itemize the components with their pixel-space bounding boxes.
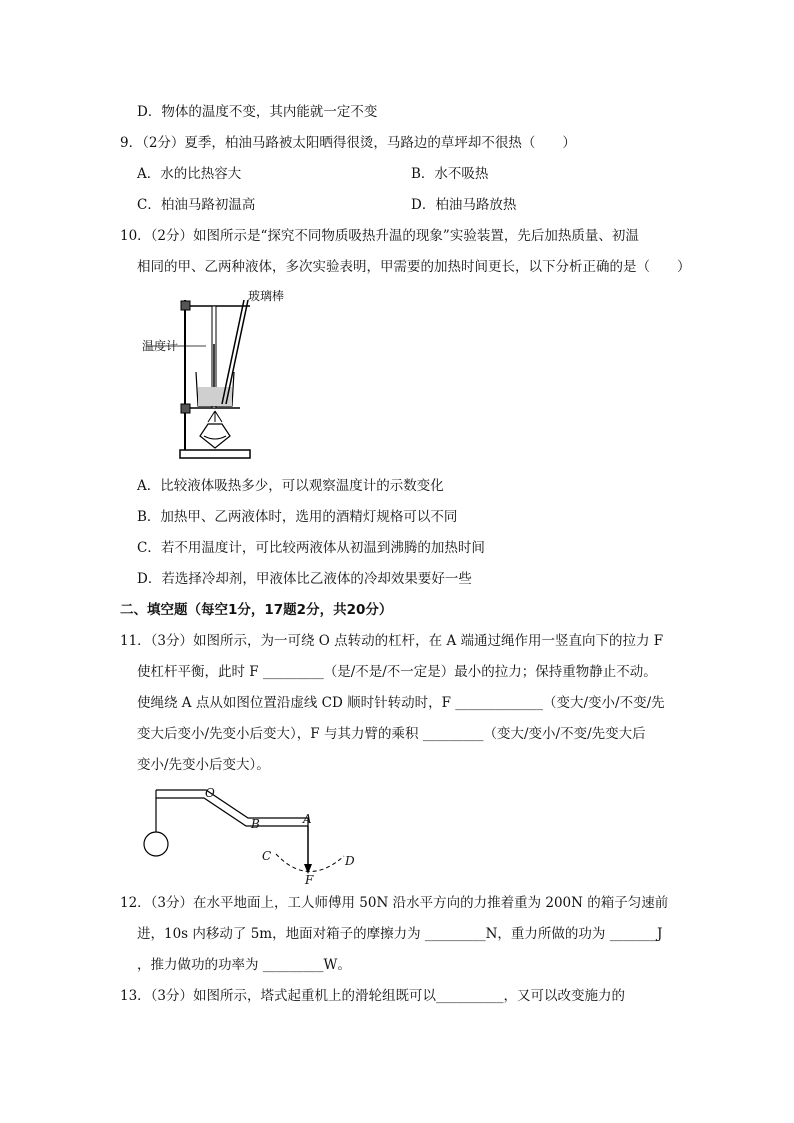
q11-line2: 使杠杆平衡，此时 F _________（是/不是/不一定是）最小的拉力；保持重物静止不动。: [137, 664, 657, 680]
label-c: C: [262, 849, 272, 863]
label-d: D: [345, 854, 355, 868]
label-thermometer: 温度计: [142, 339, 179, 353]
label-o: O: [205, 786, 215, 800]
q11-line5: 变小/先变小后变大）。: [137, 757, 270, 773]
heavy-object: [144, 832, 168, 856]
q9-option-c: C．柏油马路初温高: [137, 197, 256, 213]
q10-option-a: A．比较液体吸热多少，可以观察温度计的示数变化: [137, 478, 444, 494]
q10-apparatus-figure: [130, 284, 290, 466]
q11-line1: 11．（3分）如图所示，为一可绕 O 点转动的杠杆，在 A 端通过绳作用一竖直向下的拉力 F: [120, 633, 664, 649]
q12-line1: 12．（3分）在水平地面上，工人师傅用 50N 沿水平方向的力推着重为 200N 的箱子匀速前: [120, 895, 669, 911]
q13-line1: 13．（3分）如图所示，塔式起重机上的滑轮组既可以__________，又可以改变施力的: [120, 988, 626, 1004]
q10-option-c: C．若不用温度计，可比较两液体从初温到沸腾的加热时间: [137, 540, 485, 556]
q12-line2: 进，10s 内移动了 5m，地面对箱子的摩擦力为 _________N，重力所做的功为 _______J: [137, 926, 663, 942]
q12-line3: ，推力做功的功率为 _________W。: [137, 957, 351, 973]
apparatus-base: [180, 450, 250, 458]
q9-stem: 9．（2分）夏季，柏油马路被太阳晒得很烫，马路边的草坪却不很热（ ）: [120, 135, 576, 151]
q10-stem-line1: 10．（2分）如图所示是“探究不同物质吸热升温的现象”实验装置，先后加热质量、初温: [120, 228, 639, 244]
q8-option-d: D．物体的温度不变，其内能就一定不变: [137, 104, 378, 120]
label-b: B: [251, 817, 260, 831]
q10-option-d: D．若选择冷却剂，甲液体比乙液体的冷却效果要好一些: [137, 571, 472, 587]
q11-line4: 变大后变小/先变小后变大），F 与其力臂的乘积 _________（变大/变小/不变/先变大后: [137, 726, 646, 742]
q9-option-b: B．水不吸热: [411, 166, 489, 182]
label-f: F: [305, 873, 314, 887]
lever-upper-edge: [156, 790, 308, 826]
q11-line3: 使绳绕 A 点从如图位置沿虚线 CD 顺时针转动时，F _____________（变大/变小/不变/先: [137, 695, 665, 711]
q9-option-d: D．柏油马路放热: [411, 197, 517, 213]
glass-rod: [226, 300, 248, 404]
section-title: 二、填空题（每空1分，17题2分，共20分）: [120, 602, 393, 618]
label-a: A: [303, 812, 312, 826]
q10-option-b: B．加热甲、乙两液体时，选用的酒精灯规格可以不同: [137, 509, 458, 525]
label-glass-rod: 玻璃棒: [248, 289, 285, 303]
q9-option-a: A．水的比热容大: [137, 166, 242, 182]
q10-stem-line2: 相同的甲、乙两种液体，多次实验表明，甲需要的加热时间更长，以下分析正确的是（ ）: [137, 259, 691, 275]
q11-lever-figure: [138, 784, 378, 884]
